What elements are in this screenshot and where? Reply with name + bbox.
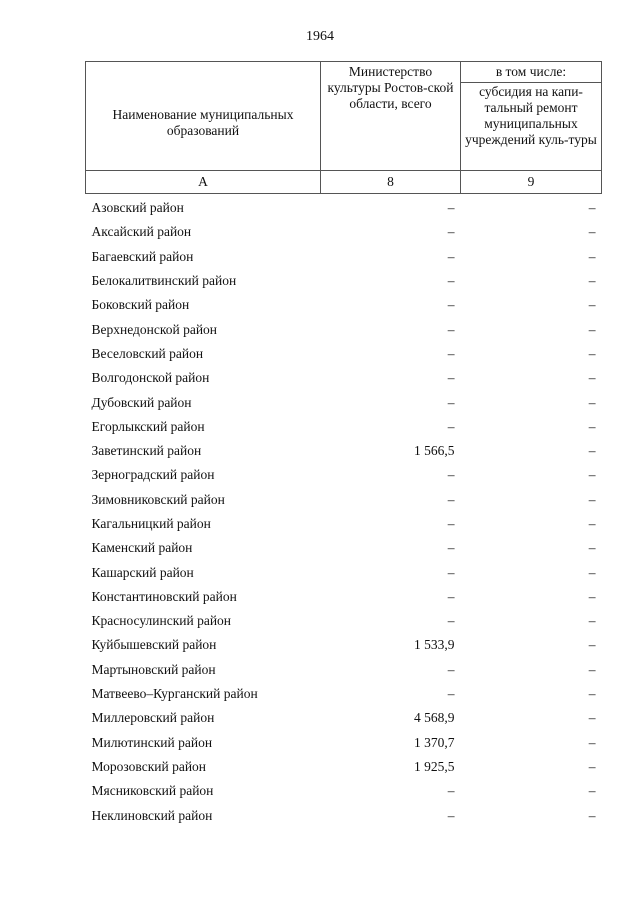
row-subsidy-value: – (588, 321, 596, 337)
table-row (86, 439, 602, 463)
row-name: Багаевский район (91, 248, 194, 264)
row-subsidy-value: – (588, 540, 596, 556)
row-name: Мартыновский район (91, 661, 216, 677)
row-name: Дубовский район (91, 394, 192, 410)
row-subsidy-value: – (588, 564, 596, 580)
row-subsidy-value: – (588, 734, 596, 750)
row-total-value: – (447, 297, 455, 313)
row-total-value: – (447, 661, 455, 677)
table-body (86, 194, 602, 828)
row-subsidy-value: – (588, 418, 596, 434)
table-row (86, 269, 602, 293)
row-subsidy-value: – (588, 370, 596, 386)
row-name: Егорлыкский район (91, 418, 205, 434)
header-index-name: А (86, 171, 321, 194)
row-subsidy-value: – (588, 637, 596, 653)
row-subsidy-value: – (588, 224, 596, 240)
row-name: Морозовский район (91, 758, 207, 774)
row-total-value: – (447, 394, 455, 410)
row-name: Милютинский район (91, 734, 213, 750)
row-total-value: 1 925,5 (414, 758, 455, 774)
row-total-value: – (447, 224, 455, 240)
budget-table (85, 61, 602, 828)
row-total-value: – (447, 248, 455, 264)
row-total-value: – (447, 540, 455, 556)
row-name: Кагальницкий район (91, 516, 211, 531)
table-row (86, 585, 602, 609)
table-row (86, 366, 602, 390)
table-row (86, 560, 602, 584)
row-subsidy-value: – (588, 807, 596, 823)
row-total-value: 1 370,7 (414, 734, 455, 750)
header-index-total: 8 (321, 171, 461, 194)
row-name: Матвеево–Курганский район (91, 686, 258, 702)
row-subsidy-value: – (588, 467, 596, 483)
table-row (86, 633, 602, 657)
row-name: Константиновский район (91, 588, 237, 604)
row-total-value: – (447, 370, 455, 386)
row-total-value: – (447, 564, 455, 580)
row-total-value: – (447, 783, 455, 799)
table-row (86, 803, 602, 827)
row-total-value: – (447, 516, 455, 531)
table-row (86, 536, 602, 560)
table-row (86, 658, 602, 682)
row-name: Аксайский район (91, 224, 192, 240)
row-name: Каменский район (91, 540, 193, 556)
table-row (86, 512, 602, 536)
row-subsidy-value: – (588, 613, 596, 629)
row-total-value: 1 566,5 (414, 443, 455, 459)
table-row (86, 706, 602, 730)
header-index-subsidy: 9 (461, 171, 602, 194)
table-row (86, 390, 602, 414)
row-subsidy-value: – (588, 758, 596, 774)
row-name: Азовский район (91, 200, 184, 216)
table-row (86, 293, 602, 317)
row-subsidy-value: – (588, 783, 596, 799)
row-total-value: – (447, 588, 455, 604)
table-row (86, 220, 602, 244)
row-subsidy-value: – (588, 661, 596, 677)
header-subsidy-column: субсидия на капи-тальный ремонт муниципальных учреждений куль-туры (461, 83, 602, 171)
row-subsidy-value: – (588, 248, 596, 264)
row-total-value: – (447, 200, 455, 216)
row-total-value: 1 533,9 (414, 637, 455, 653)
row-total-value: – (447, 418, 455, 434)
row-subsidy-value: – (588, 588, 596, 604)
table-row (86, 342, 602, 366)
row-total-value: – (447, 321, 455, 337)
row-subsidy-value: – (588, 345, 596, 361)
row-subsidy-value: – (588, 710, 596, 726)
row-total-value: 4 568,9 (414, 710, 455, 726)
header-total-column: Министерство культуры Ростов-ской области, всего (321, 62, 461, 171)
row-name: Неклиновский район (91, 807, 213, 823)
row-name: Заветинский район (91, 443, 202, 459)
table-row (86, 779, 602, 803)
table-row (86, 245, 602, 269)
row-subsidy-value: – (588, 686, 596, 702)
row-subsidy-value: – (588, 394, 596, 410)
row-name: Кашарский район (91, 564, 194, 580)
row-name: Боковский район (91, 297, 190, 313)
row-name: Мясниковский район (91, 783, 214, 799)
table-row (86, 194, 602, 221)
table-row (86, 317, 602, 341)
table-row (86, 463, 602, 487)
table-row (86, 609, 602, 633)
table-row (86, 682, 602, 706)
header-name-column: Наименование муниципальных образований (86, 62, 321, 171)
row-name: Куйбышевский район (91, 637, 217, 653)
row-name: Белокалитвинский район (91, 273, 237, 289)
table-row (86, 755, 602, 779)
row-subsidy-value: – (588, 200, 596, 216)
row-total-value: – (447, 686, 455, 702)
row-total-value: – (447, 613, 455, 629)
row-subsidy-value: – (588, 273, 596, 289)
row-name: Зерноградский район (91, 467, 215, 483)
row-subsidy-value: – (588, 443, 596, 459)
row-total-value: – (447, 807, 455, 823)
table-row (86, 488, 602, 512)
page-number: 1964 (306, 29, 334, 44)
row-name: Миллеровский район (91, 710, 215, 726)
row-subsidy-value: – (588, 297, 596, 313)
row-name: Волгодонской район (91, 370, 210, 386)
row-total-value: – (447, 491, 455, 507)
row-name: Верхнедонской район (91, 321, 218, 337)
table-row (86, 731, 602, 755)
header-including: в том числе: (461, 62, 602, 83)
row-name: Зимовниковский район (91, 491, 225, 507)
table-row (86, 415, 602, 439)
row-name: Веселовский район (91, 345, 204, 361)
row-subsidy-value: – (588, 516, 596, 531)
row-total-value: – (447, 273, 455, 289)
row-subsidy-value: – (588, 491, 596, 507)
row-total-value: – (447, 467, 455, 483)
row-name: Красносулинский район (91, 613, 232, 629)
row-total-value: – (447, 345, 455, 361)
table-header (86, 62, 602, 194)
